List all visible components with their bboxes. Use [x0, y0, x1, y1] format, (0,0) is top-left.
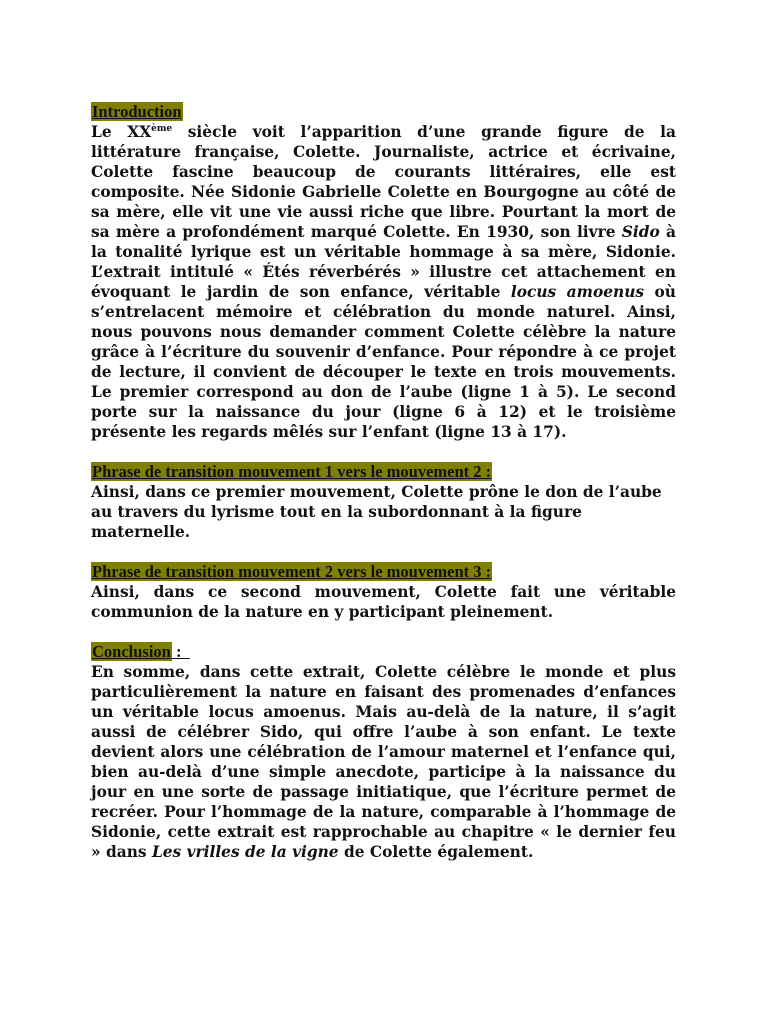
italic-locus-amoenus: locus amoenus: [510, 283, 645, 301]
transition-1-section: [91, 462, 676, 542]
introduction-heading: Introduction: [92, 102, 182, 121]
transition-1-heading: Phrase de transition mouvement 1 vers le mouvement 2 :: [92, 462, 492, 481]
superscript-text: ème: [151, 124, 173, 134]
conclusion-heading: Conclusion :: [92, 642, 182, 661]
italic-title-sido: Sido: [621, 223, 660, 241]
document-page: [91, 102, 676, 862]
introduction-section: [91, 102, 676, 442]
transition-2-heading: Phrase de transition mouvement 2 vers le mouvement 3 :: [92, 562, 492, 581]
conclusion-paragraph: En somme, dans cette extrait, Colette célèbre le monde et plus particulièrement la nature en faisant des promenades d’enfances un véritable locus amoenus. Mais au-delà de la nature, il s’agit aussi de célébrer Sido, qui offre l’aube à son enfant. Le texte devient alors une célébration de l’amour maternel et l’enfance qui, bien au-delà d’une simple anecdote, participe à la naissance du jour en une sorte de passage initiatique, que l’écriture permet de recréer. Pour l’hommage de la nature, comparable à l’hommage de Sidonie, cette extrait est rapprochable au chapitre « le dernier feu » dans Les vrilles de la vigne de Colette également.: [91, 663, 676, 861]
transition-2-paragraph: Ainsi, dans ce second mouvement, Colette fait une véritable communion de la nature en y participant pleinement.: [91, 583, 676, 621]
transition-2-section: [91, 562, 676, 622]
introduction-paragraph: Le XXème siècle voit l’apparition d’une grande figure de la littérature française, Colette. Journaliste, actrice et écrivaine, Colette fascine beaucoup de courants littéraires, elle est composite. Née Sidonie Gabrielle Colette en Bourgogne au côté de sa mère, elle vit une vie aussi riche que libre. Pourtant la mort de sa mère a profondément marqué Colette. En 1930, son livre Sido à la tonalité lyrique est un véritable hommage à sa mère, Sidonie. L’extrait intitulé « Étés réverbérés » illustre cet attachement en évoquant le jardin de son enfance, véritable locus amoenus où s’entrelacent mémoire et célébration du monde naturel. Ainsi, nous pouvons nous demander comment Colette célèbre la nature grâce à l’écriture du souvenir d’enfance. Pour répondre à ce projet de lecture, il convient de découper le texte en trois mouvements. Le premier correspond au don de l’aube (ligne 1 à 5). Le second porte sur la naissance du jour (ligne 6 à 12) et le troisième présente les regards mêlés sur l’enfant (ligne 13 à 17).: [91, 123, 677, 441]
italic-book-title: Les vrilles de la vigne: [151, 843, 339, 861]
conclusion-section: [91, 642, 676, 862]
transition-1-paragraph: Ainsi, dans ce premier mouvement, Colette prône le don de l’aube au travers du lyrisme tout en la subordonnant à la figure maternelle.: [91, 483, 662, 541]
